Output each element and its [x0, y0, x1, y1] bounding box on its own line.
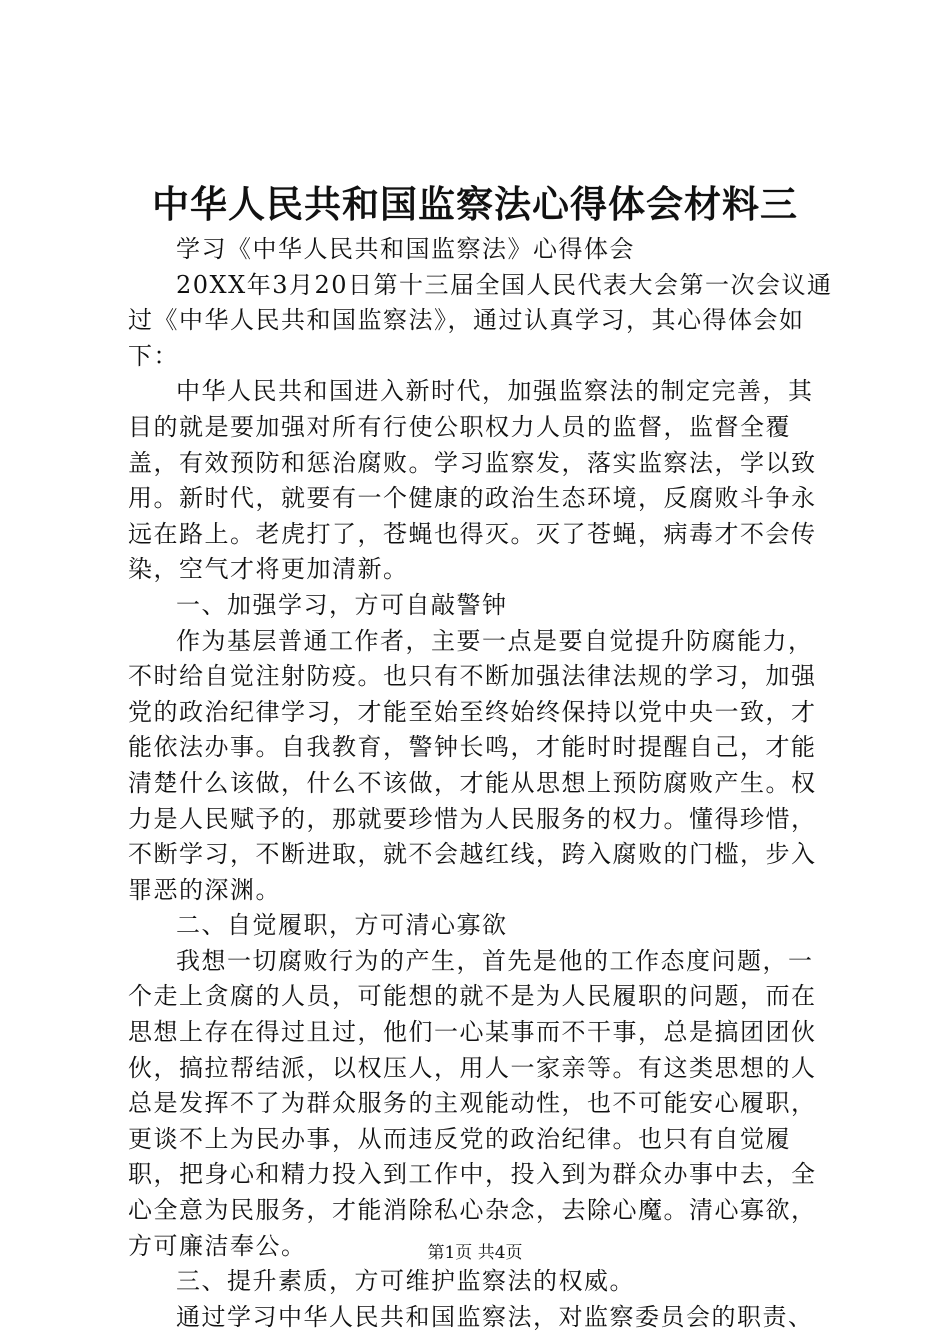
section-heading-3: 三、提升素质，方可维护监察法的权威。	[176, 1267, 635, 1296]
document-body	[128, 232, 838, 1335]
section-heading-1: 一、加强学习，方可自敲警钟	[176, 590, 508, 619]
paragraph-section-3: 通过学习中华人民共和国监察法，对监察委员会的职责、	[176, 1302, 814, 1331]
section-heading-2: 二、自觉履职，方可清心寡欲	[176, 911, 508, 940]
paragraph-intro: 20XX年3月20日第十三届全国人民代表大会第一次会议通过《中华人民共和国监察法》，通过认真学习，其心得体会如下：	[128, 270, 833, 370]
paragraph-subtitle: 学习《中华人民共和国监察法》心得体会	[176, 235, 635, 263]
page-footer: 第1页 共4页	[427, 1243, 523, 1263]
document-title: 中华人民共和国监察法心得体会材料三	[152, 182, 798, 226]
paragraph-section-1: 作为基层普通工作者，主要一点是要自觉提升防腐能力，不时给自觉注射防疫。也只有不断加强法律法规的学习，加强党的政治纪律学习，才能至始至终始终保持以党中央一致，才能依法办事。自我教育，警钟长鸣，才能时时提醒自己，才能清楚什么该做，什么不该做，才能从思想上预防腐败产生。权力是人民赋予的，那就要珍惜为人民服务的权力。懂得珍惜，不断学习，不断进取，就不会越红线，跨入腐败的门槛，步入罪恶的深渊。	[128, 626, 817, 904]
paragraph-section-2: 我想一切腐败行为的产生，首先是他的工作态度问题，一个走上贪腐的人员，可能想的就不是为人民履职的问题，而在思想上存在得过且过，他们一心某事而不干事，总是搞团团伙伙，搞拉帮结派，以权压人，用人一家亲等。有这类思想的人总是发挥不了为群众服务的主观能动性，也不可能安心履职，更谈不上为民办事，从而违反党的政治纪律。也只有自觉履职，把身心和精力投入到工作中，投入到为群众办事中去，全心全意为民服务，才能消除私心杂念，去除心魔。清心寡欲，方可廉洁奉公。	[128, 946, 817, 1260]
paragraph-new-era: 中华人民共和国进入新时代，加强监察法的制定完善，其目的就是要加强对所有行使公职权力人员的监督，监督全覆盖，有效预防和惩治腐败。学习监察发，落实监察法，学以致用。新时代，就要有一个健康的政治生态环境，反腐败斗争永远在路上。老虎打了，苍蝇也得灭。灭了苍蝇，病毒才不会传染，空气才将更加清新。	[128, 377, 817, 584]
